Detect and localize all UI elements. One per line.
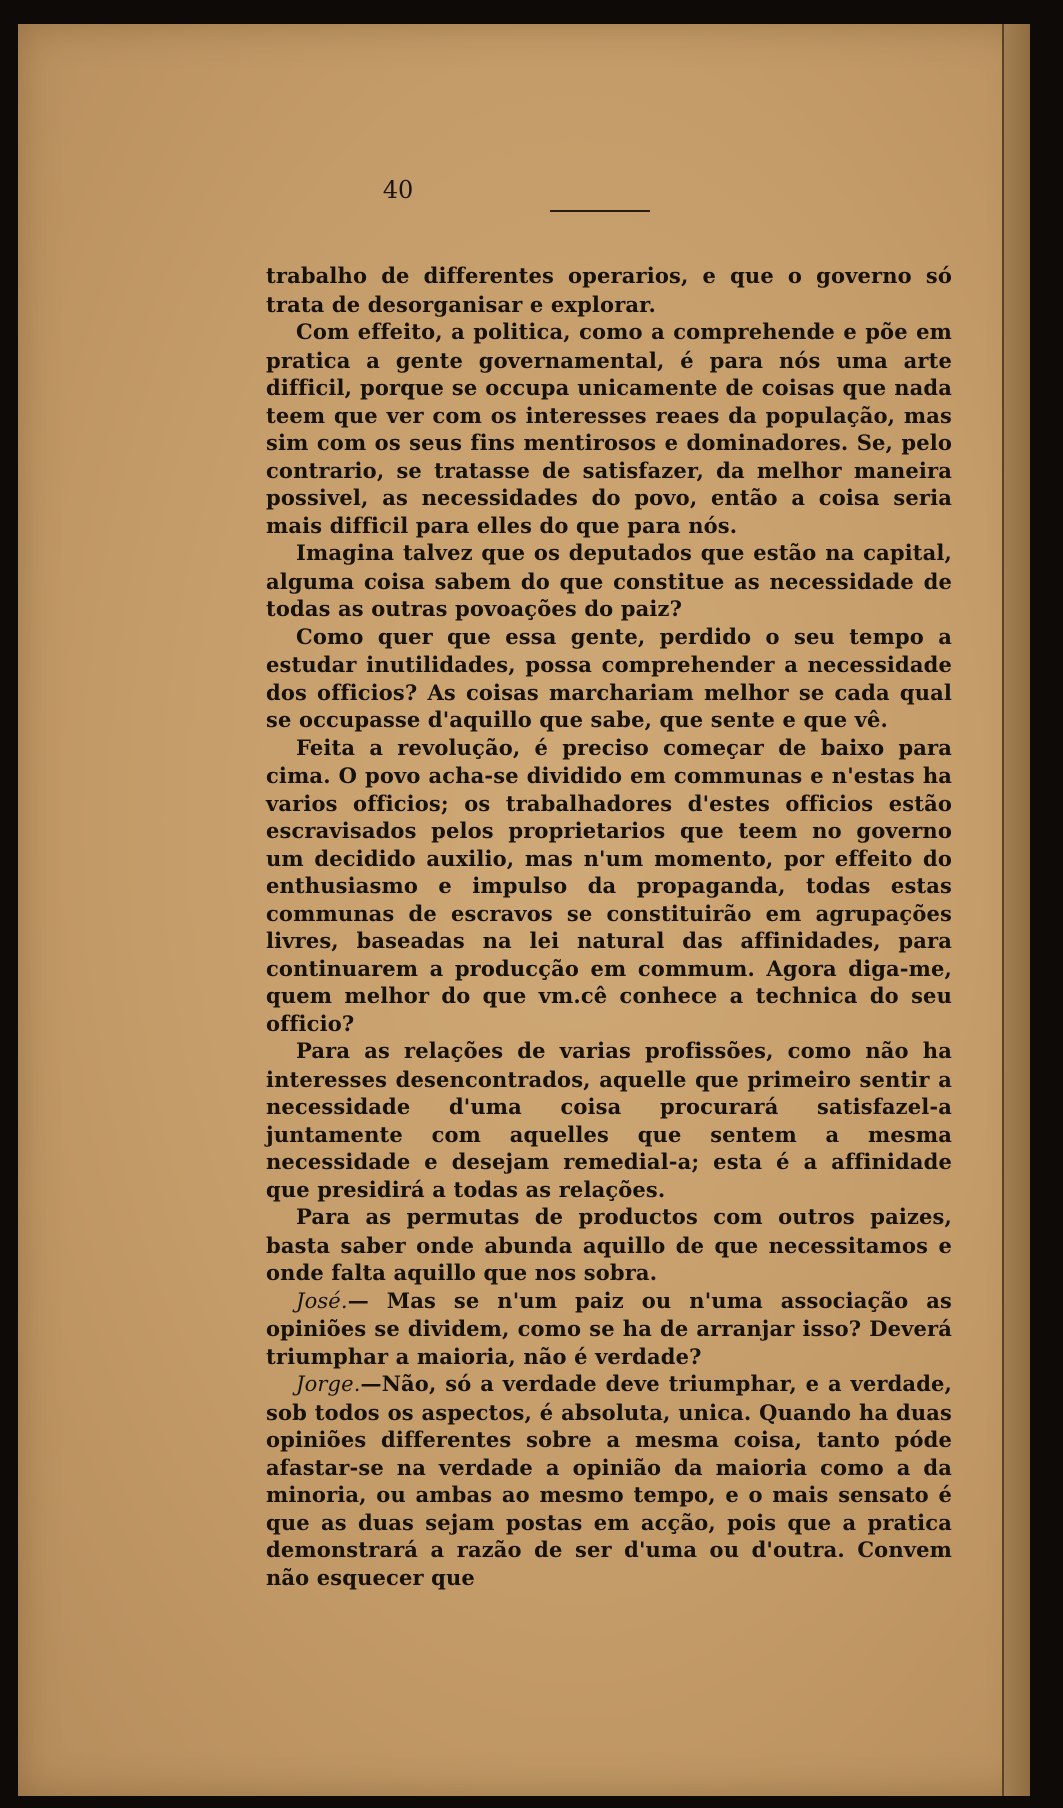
paragraph-text: —Não, só a verdade deve triumphar, e a verdade, sob todos os aspectos, é absoluta, unica. Quando ha duas opiniões differentes sobre a mesma coisa, tanto póde afastar-se na verdade a opinião da maioria como a da minoria, ou ambas ao mesmo tempo, e o mais sensato é que as duas sejam postas em acção, pois que a pratica demonstrará a razão de ser d'uma ou d'outra. Convem não esquecer que: [266, 1371, 952, 1590]
page-edge: [1002, 24, 1030, 1796]
paragraph-text: — Mas se n'um paiz ou n'uma associação as opiniões se dividem, como se ha de arranjar isso? Deverá triumphar a maioria, não é verdade?: [266, 1287, 952, 1369]
paragraph-text: Como quer que essa gente, perdido o seu tempo a estudar inutilidades, possa comprehender a necessidade dos officios? As coisas marchariam melhor se cada qual se occupasse d'aquillo que sabe, que sente e que vê.: [266, 623, 952, 732]
paragraph-text: Para as relações de varias profissões, como não ha interesses desencontrados, aquelle que primeiro sentir a necessidade d'uma coisa procurará satisfazel-a juntamente com aquelles que sentem a mesma necessidade e desejam remedial-a; esta é a affinidade que presidirá a todas as relações.: [266, 1038, 952, 1202]
paragraph: [266, 318, 952, 539]
paragraph: [266, 262, 952, 318]
document-page: [18, 24, 1030, 1796]
paragraph: [266, 1037, 952, 1203]
paragraph: [266, 1370, 952, 1591]
paragraph-text: Para as permutas de productos com outros paizes, basta saber onde abunda aquillo de que necessitamos e onde falta aquillo que nos sobra.: [266, 1204, 952, 1285]
paragraph-text: trabalho de differentes operarios, e que o governo só trata de desorganisar e explorar.: [266, 263, 952, 317]
speaker-name: José.: [296, 1288, 348, 1313]
speaker-name: Jorge.: [296, 1372, 361, 1396]
paragraph: [266, 734, 952, 1038]
paragraph-text: Feita a revolução, é preciso começar de baixo para cima. O povo acha-se dividido em communas e n'estas ha varios officios; os trabalhadores d'estes officios estão escravisados pelos proprietarios que teem no governo um decidido auxilio, mas n'um momento, por effeito do enthusiasmo e impulso da propaganda, todas estas communas de escravos se constituirão em agrupações livres, baseadas na lei natural das affinidades, para continuarem a producção em commum. Agora diga-me, quem melhor do que vm.cê conhece a technica do seu officio?: [266, 734, 952, 1036]
paragraph: [266, 539, 952, 623]
paragraph: [266, 1203, 952, 1287]
paragraph-text: Com effeito, a politica, como a comprehende e põe em pratica a gente governamental, é para nós uma arte difficil, porque se occupa unicamente de coisas que nada teem que ver com os interesses reaes da população, mas sim com os seus fins mentirosos e dominadores. Se, pelo contrario, se tratasse de satisfazer, da melhor maneira possivel, as necessidades do povo, então a coisa seria mais difficil para elles do que para nós.: [266, 319, 952, 538]
page-number-rule: [550, 210, 650, 212]
paragraph: [266, 623, 952, 734]
page-number: 40: [382, 176, 414, 204]
paragraph: [266, 1287, 952, 1371]
body-text: [266, 262, 952, 1591]
paragraph-text: Imagina talvez que os deputados que estão na capital, alguma coisa sabem do que constitue as necessidade de todas as outras povoações do paiz?: [266, 540, 952, 621]
